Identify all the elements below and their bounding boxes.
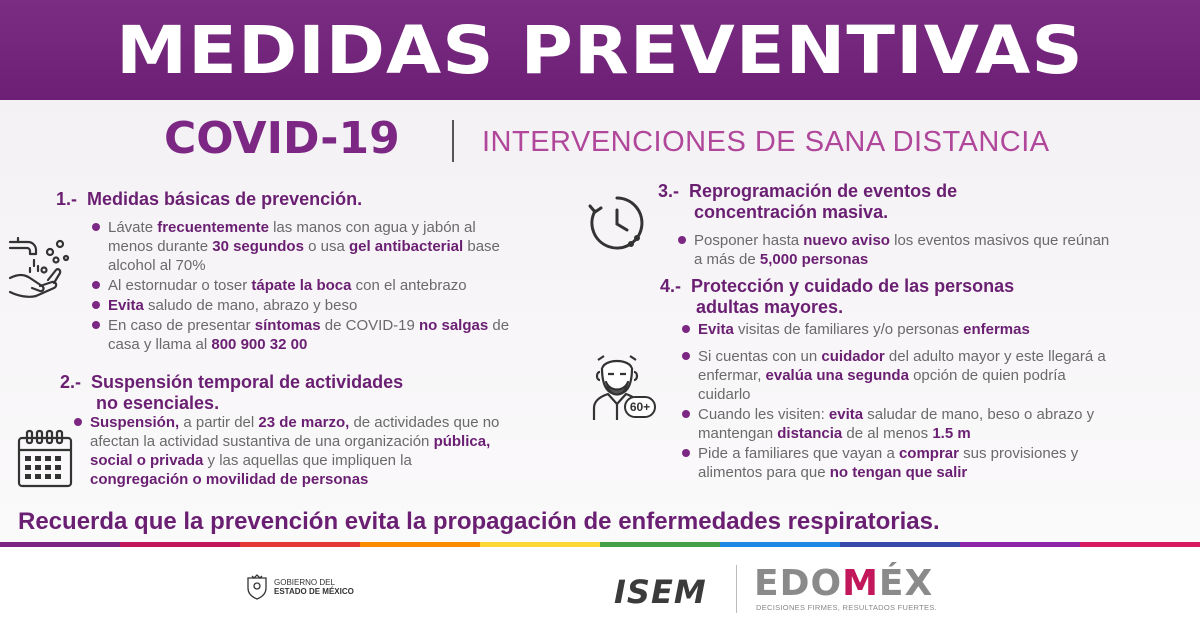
text: y las aquellas que impliquen la	[203, 452, 412, 469]
text: o usa	[303, 238, 349, 255]
section-3-list	[678, 231, 1118, 270]
section-2-title	[60, 372, 403, 414]
stripe-segment	[0, 542, 120, 547]
highlight: 1.5 m	[932, 425, 971, 442]
list-item	[74, 413, 506, 489]
section-4-title-line1: Protección y cuidado de las personas	[691, 276, 1015, 296]
stripe-segment	[360, 542, 480, 547]
list-item	[682, 444, 1112, 482]
text: En caso de presentar	[108, 317, 255, 334]
stripe-segment	[840, 542, 960, 547]
text: de casa y llama al	[108, 317, 510, 353]
text: visitas de familiares y/o personas	[733, 321, 964, 338]
text: los eventos masivos que reúnan a más de	[694, 232, 1110, 268]
stripe-segment	[720, 542, 840, 547]
list-item	[92, 296, 520, 315]
section-2-title-line2: no esenciales.	[96, 393, 220, 413]
section-4-title-line2: adultas mayores.	[696, 297, 844, 317]
highlight: frecuentemente	[157, 219, 269, 236]
text: Cuando les visiten:	[698, 406, 829, 423]
escudo-icon	[246, 574, 268, 600]
calendar-icon	[16, 428, 74, 490]
section-4-list	[682, 320, 1112, 483]
text: base alcohol al 70%	[108, 238, 500, 274]
text: Si cuentas con un	[698, 348, 822, 365]
text: de al menos	[842, 425, 933, 442]
text: Posponer hasta	[694, 232, 804, 249]
text: del adulto mayor y este llegará a enfermar,	[698, 348, 1106, 384]
clock-icon	[586, 192, 648, 254]
edomex-logo	[754, 563, 933, 604]
highlight: distancia	[777, 425, 843, 442]
section-4-title	[660, 276, 1014, 318]
isem-logo: ISEM	[614, 573, 707, 611]
section-4-number: 4.-	[660, 276, 682, 296]
highlight: pública, social o privada	[90, 433, 491, 469]
section-1-title	[56, 189, 362, 210]
text: Al estornudar o toser	[108, 277, 252, 294]
section-3-number: 3.-	[658, 181, 680, 201]
footer-message: Recuerda que la prevención evita la propagación de enfermedades respiratorias.	[18, 508, 940, 535]
list-item	[682, 347, 1112, 404]
highlight: 30 segundos	[212, 238, 304, 255]
list-item	[682, 320, 1112, 339]
highlight: comprar	[898, 445, 959, 462]
logo-divider	[736, 565, 737, 613]
text: a partir del	[179, 414, 259, 431]
highlight: enfermas	[963, 321, 1030, 338]
gobierno-line1: GOBIERNO DEL	[274, 578, 335, 587]
stripe-segment	[960, 542, 1080, 547]
highlight: evalúa una segunda	[765, 367, 909, 384]
highlight: no salgas	[419, 317, 489, 334]
highlight: 5,000 personas	[759, 251, 869, 268]
header-banner	[0, 0, 1200, 100]
heading-divider	[452, 120, 454, 162]
edomex-part-b: ÉX	[878, 563, 934, 604]
highlight: cuidador	[821, 348, 885, 365]
highlight: Evita	[698, 321, 734, 338]
stripe-segment	[120, 542, 240, 547]
highlight: Suspensión,	[90, 414, 180, 431]
highlight: síntomas	[254, 317, 321, 334]
highlight: 800 900 32 00	[211, 336, 308, 353]
color-stripe	[0, 542, 1200, 547]
heading-subtitle: INTERVENCIONES DE SANA DISTANCIA	[482, 126, 1050, 158]
section-1-list	[92, 218, 520, 355]
highlight: tápate la boca	[251, 277, 352, 294]
list-item	[678, 231, 1118, 269]
stripe-segment	[240, 542, 360, 547]
text: saludar de mano, beso o abrazo y mantengan	[698, 406, 1095, 442]
hand-wash-icon	[8, 232, 74, 302]
text: saludo de mano, abrazo y beso	[143, 297, 358, 314]
text: de COVID-19	[320, 317, 419, 334]
highlight: 23 de marzo,	[258, 414, 350, 431]
section-3-title	[658, 181, 957, 223]
text: las manos con agua y jabón al menos durante	[108, 219, 476, 255]
list-item	[682, 405, 1112, 443]
highlight: nuevo aviso	[803, 232, 890, 249]
list-item	[92, 276, 520, 295]
text: opción de quien podría cuidarlo	[698, 367, 1066, 403]
highlight: evita	[828, 406, 864, 423]
list-item	[92, 218, 520, 275]
text: de actividades que no afectan la actividad sustantiva de una organización	[90, 414, 500, 450]
edomex-part-a: EDO	[754, 563, 843, 604]
gobierno-line2: ESTADO DE MÉXICO	[274, 587, 354, 596]
edomex-m: M	[842, 563, 879, 604]
stripe-segment	[600, 542, 720, 547]
section-3-title-line1: Reprogramación de eventos de	[689, 181, 958, 201]
highlight: congregación o movilidad de personas	[90, 471, 369, 488]
page-title: MEDIDAS PREVENTIVAS	[116, 11, 1084, 89]
text: sus provisiones y alimentos para que	[698, 445, 1079, 481]
covid-heading: COVID-19	[164, 113, 400, 164]
section-2-number: 2.-	[60, 372, 82, 392]
text: con el antebrazo	[351, 277, 467, 294]
section-1-title-text: Medidas básicas de prevención.	[87, 189, 363, 209]
highlight: Evita	[108, 297, 144, 314]
highlight: gel antibacterial	[348, 238, 464, 255]
text: Pide a familiares que vayan a	[698, 445, 899, 462]
section-2-title-line1: Suspensión temporal de actividades	[91, 372, 404, 392]
section-3-title-line2: concentración masiva.	[694, 202, 889, 222]
stripe-segment	[1080, 542, 1200, 547]
gobierno-logo	[246, 574, 354, 600]
section-1-number: 1.-	[56, 189, 78, 209]
section-2-list	[74, 413, 506, 490]
highlight: no tengan que salir	[829, 464, 968, 481]
stripe-segment	[480, 542, 600, 547]
text: Lávate	[108, 219, 158, 236]
age-badge: 60+	[624, 396, 656, 418]
edomex-slogan: DECISIONES FIRMES, RESULTADOS FUERTES.	[756, 603, 938, 612]
list-item	[92, 316, 520, 354]
